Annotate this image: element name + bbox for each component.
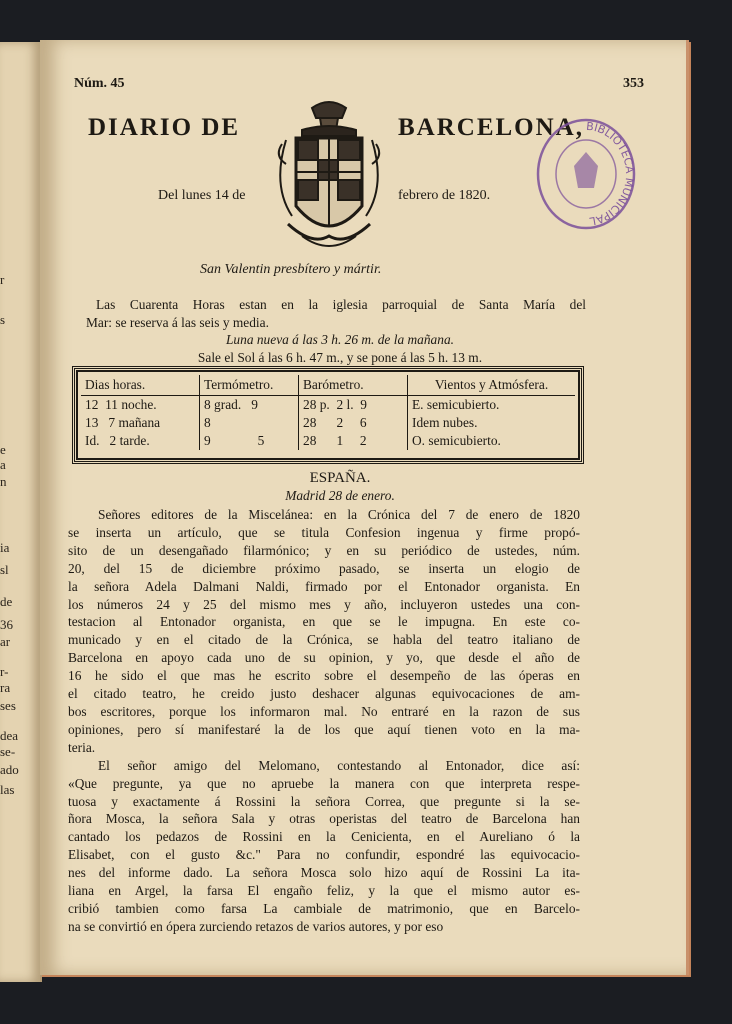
cell-barometer: 28 2 6 [299,414,408,432]
forty-hours-notice [86,296,586,332]
prev-page-fragment: dea [0,728,19,743]
prev-page-fragment: s [0,312,6,327]
prev-page-fragment: se- [0,744,16,759]
cell-hours: 12 11 noche. [85,397,157,412]
cell-barometer: 28 p. 2 l. 9 [299,396,408,415]
issue-date-right: febrero de 1820. [398,188,491,203]
col-header-thermometer: Termómetro. [200,375,299,396]
prev-page-fragment: r [0,272,5,287]
article-line: bos escritores, porque los informaron mal. No entraré en la razon de sus [68,703,580,719]
article-line: El señor amigo del Melomano, contestando al Entonador, dice así: [98,757,580,773]
article-line: nes del informe dado. La señora Mosca solo hizo aquí de Rossini La ita- [68,865,580,881]
cell-winds: Idem nubes. [408,414,576,432]
section-heading: ESPAÑA. [309,470,371,486]
col-header-hours: Dias horas. [81,375,200,396]
weather-table-header [81,375,575,396]
saint-of-day: San Valentin presbítero y mártir. [200,262,382,277]
article-line: ñora Mosca, la señora Sala y otras operistas del teatro de Barcelona han [68,811,580,827]
issue-number: Núm. 45 [74,76,125,91]
article-line: el citado teatro, he creido justo deshacer algunas equivocaciones de am- [68,686,580,702]
article-line: testacion al Entonador organista, en que se le impugna. En este co- [68,614,580,630]
cell-thermometer: 8 [200,414,299,432]
page-number: 353 [623,76,644,91]
article-line: la señora Adela Dalmani Naldi, firmado por el Entonador organista. En [68,578,580,594]
table-row [81,414,575,432]
prev-page-fragment: las [0,782,15,797]
article-line: se inserta un artículo, que se titula Confesion ingenua y firme propó- [68,524,580,540]
table-row [81,396,575,415]
article-line: tuosa y exactamente á Rossini la señora Correa, que pregunte si la se- [68,793,580,809]
coat-of-arms-icon [272,96,386,256]
newspaper-page [40,40,689,975]
article-line: na se convirtió en ópera zurciendo retazos de varios autores, y por eso [68,918,444,934]
article-line: teria. [68,739,96,755]
article-body [68,506,580,936]
prev-page-fragment: r- [0,664,9,679]
article-line: sito de un desengañado filarmónico; y en su periódico de ustedes, núm. [68,542,580,558]
prev-page-fragment: n [0,474,7,489]
prev-page-fragment: ado [0,762,19,777]
article-dateline: Madrid 28 de enero. [285,488,395,503]
sun-times: Sale el Sol á las 6 h. 47 m., y se pone á las 5 h. 13 m. [197,350,483,365]
article-line: cribió tambien como farsa La cambiale de matrimonio, que en Barcelo- [68,900,580,916]
prev-page-fragment: ia [0,540,10,555]
table-row [81,432,575,450]
article-line: liana en Argel, la farsa El engaño feliz, y la que el mismo autor es- [68,883,580,899]
issue-date-left: Del lunes 14 de [158,188,246,203]
article-line: Elisabet, con el gusto &c." Para no confundir, espondré las equivocacio- [68,847,580,863]
prev-page-fragment: sl [0,562,9,577]
notice-line-2: Mar: se reserva á las seis y media. [86,315,269,330]
article-line: Señores editores de la Miscelánea: en la Crónica del 7 de enero de 1820 [98,507,580,522]
cell-thermometer: 9 5 [200,432,299,450]
prev-page-fragment: a [0,457,6,472]
notice-line-1: Las Cuarenta Horas estan en la iglesia parroquial de Santa María del [96,297,586,312]
article-line: Barcelona en apoyo cada uno de su opinion, y yo, que desde el año de [68,650,580,666]
prev-page-fragment: ra [0,680,11,695]
cell-winds: O. semicubierto. [408,432,576,450]
moon-phase: Luna nueva á las 3 h. 26 m. de la mañana. [225,332,454,347]
cell-hours: 13 7 mañana [85,415,161,430]
cell-thermometer: 8 grad. 9 [200,396,299,415]
cell-hours: Id. 2 tarde. [85,433,150,448]
weather-table [72,366,584,464]
article-line: cantado los pedazos de Rossini en la Cenicienta, en el Aureliano ó la [68,829,580,845]
article-line: 16 he sido el que mas he escrito sobre el desempeño de las óperas en [68,668,580,684]
article-line: «Que pregunte, ya que no apruebe la manera con que interpreta respe- [68,775,580,791]
prev-page-fragment: e [0,442,6,457]
prev-page-fragment: de [0,594,13,609]
masthead-title-left: DIARIO DE [88,114,241,141]
article-line: 20, del 15 de diciembre próximo pasado, se inserta un elogio de [68,560,580,576]
stamp-text: BIBLIOTECA MUNICIPAL [585,119,637,228]
article-line: los números 24 y 25 del mismo mes y año, incluyeron ustedes una con- [68,596,580,612]
article-line: opiniones, pero sí manifestaré la de los que aquí tienen voto en la ma- [68,721,580,737]
col-header-winds: Vientos y Atmósfera. [408,375,576,396]
prev-page-fragment: ses [0,698,16,713]
prev-page-fragment: ar [0,634,11,649]
masthead-title-right: BARCELONA, [398,114,584,141]
col-header-barometer: Barómetro. [299,375,408,396]
prev-page-fragment: 36 [0,617,13,632]
article-line: municado y en el citado de la Crónica, se habla del teatro italiano de [68,632,580,648]
cell-barometer: 28 1 2 [299,432,408,450]
previous-page-edge [0,42,42,982]
library-stamp-icon [534,116,638,232]
cell-winds: E. semicubierto. [408,396,576,415]
